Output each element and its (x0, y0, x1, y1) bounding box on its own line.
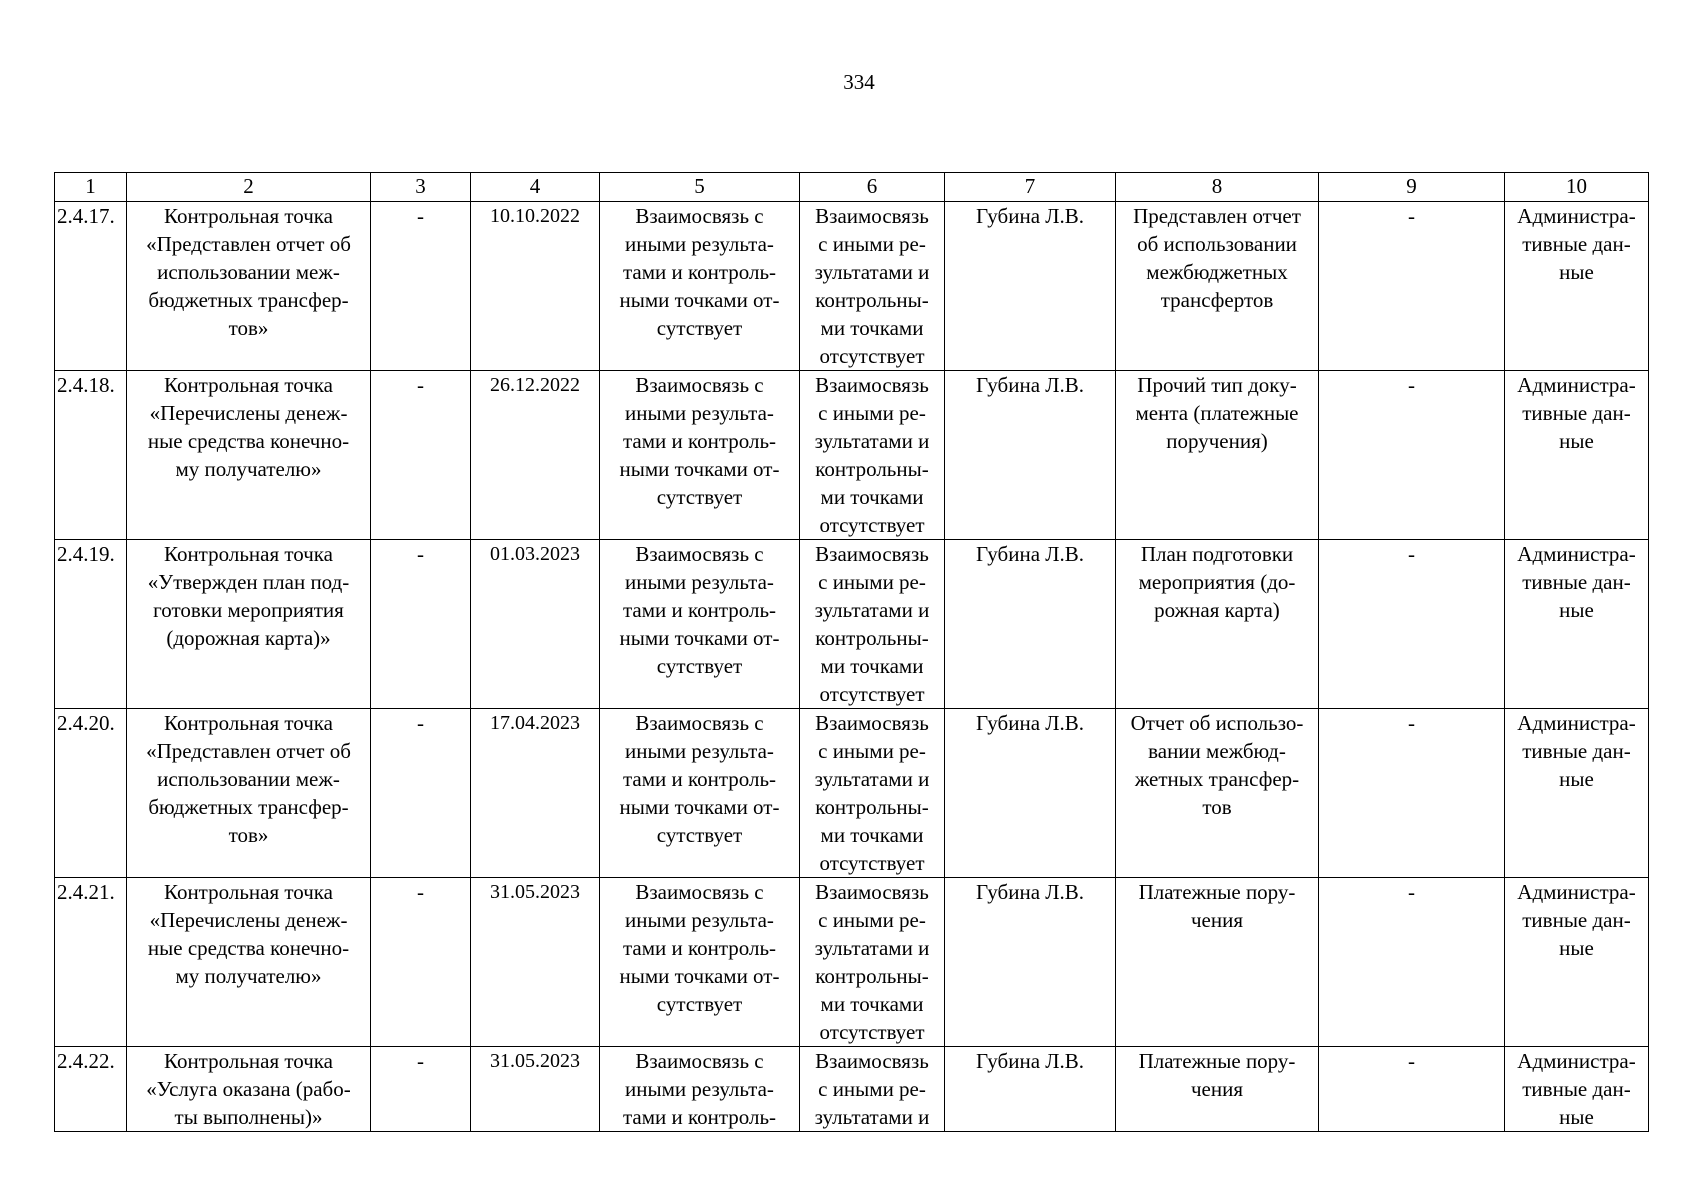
relation-to-control-points-cell (800, 1047, 945, 1132)
column-9-value: - (1408, 711, 1415, 735)
relation-to-results: Взаимосвязь с иными результа- тами и контроль- ными точками от- сутствует (619, 542, 780, 678)
relation-to-control-points: Взаимосвязь с иными ре- зультатами и (814, 1049, 930, 1129)
row-number-cell (55, 371, 127, 540)
column-9-value-cell (1319, 540, 1505, 709)
control-point-name: Контрольная точка «Утвержден план под- готовки мероприятия (дорожная карта)» (147, 542, 350, 650)
data-source: Администра- тивные дан- ные (1517, 204, 1636, 284)
relation-to-control-points: Взаимосвязь с иными ре- зультатами и контрольны- ми точками отсутствует (814, 373, 930, 537)
data-source: Администра- тивные дан- ные (1517, 542, 1636, 622)
relation-to-results-cell (600, 371, 800, 540)
confirming-document: Платежные пору- чения (1138, 880, 1296, 932)
column-9-value: - (1408, 1049, 1415, 1073)
data-source: Администра- тивные дан- ные (1517, 880, 1636, 960)
column-9-value-cell (1319, 709, 1505, 878)
column-number: 6 (800, 173, 945, 202)
column-3-value: - (417, 373, 424, 397)
completion-date-cell (471, 1047, 600, 1132)
relation-to-control-points-cell (800, 709, 945, 878)
control-point-name-cell (127, 709, 371, 878)
control-point-name: Контрольная точка «Представлен отчет об использовании меж- бюджетных трансфер- тов» (146, 711, 351, 847)
column-3-value: - (417, 711, 424, 735)
column-3-value-cell (371, 1047, 471, 1132)
completion-date-cell (471, 371, 600, 540)
responsible-person: Губина Л.В. (975, 204, 1085, 228)
confirming-document: Прочий тип доку- мента (платежные поручения) (1135, 373, 1299, 453)
responsible-person-cell (945, 709, 1116, 878)
confirming-document: Представлен отчет об использовании межбюджетных трансфертов (1133, 204, 1301, 312)
table-body (55, 173, 1649, 1132)
relation-to-results: Взаимосвязь с иными результа- тами и контроль- ными точками от- сутствует (619, 880, 780, 1016)
column-9-value-cell (1319, 371, 1505, 540)
row-number-cell (55, 540, 127, 709)
relation-to-results-cell (600, 202, 800, 371)
relation-to-control-points: Взаимосвязь с иными ре- зультатами и контрольны- ми точками отсутствует (814, 711, 930, 875)
column-number: 7 (945, 173, 1116, 202)
relation-to-control-points: Взаимосвязь с иными ре- зультатами и контрольны- ми точками отсутствует (814, 542, 930, 706)
column-number: 3 (371, 173, 471, 202)
column-3-value-cell (371, 709, 471, 878)
relation-to-results: Взаимосвязь с иными результа- тами и контроль- (622, 1049, 777, 1129)
completion-date-cell (471, 878, 600, 1047)
data-source-cell (1505, 878, 1649, 1047)
responsible-person-cell (945, 540, 1116, 709)
table-row (55, 1047, 1649, 1132)
column-9-value-cell (1319, 878, 1505, 1047)
row-number: 2.4.19. (57, 542, 115, 566)
confirming-document-cell (1116, 878, 1319, 1047)
relation-to-results-cell (600, 540, 800, 709)
control-point-name: Контрольная точка «Услуга оказана (рабо- ты выполнены)» (146, 1049, 351, 1129)
column-number: 2 (127, 173, 371, 202)
relation-to-results: Взаимосвязь с иными результа- тами и контроль- ными точками от- сутствует (619, 711, 780, 847)
data-source-cell (1505, 371, 1649, 540)
column-9-value: - (1408, 204, 1415, 228)
relation-to-control-points-cell (800, 371, 945, 540)
control-point-name: Контрольная точка «Перечислены денеж- ные средства конечно- му получателю» (147, 880, 350, 988)
data-source-cell (1505, 202, 1649, 371)
confirming-document-cell (1116, 202, 1319, 371)
relation-to-results-cell (600, 1047, 800, 1132)
column-9-value: - (1408, 373, 1415, 397)
row-number: 2.4.18. (57, 373, 115, 397)
data-source-cell (1505, 1047, 1649, 1132)
column-number: 10 (1505, 173, 1649, 202)
responsible-person-cell (945, 202, 1116, 371)
data-source-cell (1505, 709, 1649, 878)
completion-date-cell (471, 709, 600, 878)
column-9-value: - (1408, 880, 1415, 904)
responsible-person: Губина Л.В. (975, 880, 1085, 904)
row-number-cell (55, 1047, 127, 1132)
responsible-person-cell (945, 878, 1116, 1047)
responsible-person: Губина Л.В. (975, 542, 1085, 566)
completion-date-cell (471, 202, 600, 371)
column-number: 1 (55, 173, 127, 202)
column-3-value: - (417, 204, 424, 228)
relation-to-control-points-cell (800, 202, 945, 371)
table-row (55, 371, 1649, 540)
completion-date: 31.05.2023 (490, 881, 580, 903)
control-point-name-cell (127, 540, 371, 709)
relation-to-results-cell (600, 878, 800, 1047)
responsible-person: Губина Л.В. (975, 1049, 1085, 1073)
column-9-value: - (1408, 542, 1415, 566)
control-point-name: Контрольная точка «Представлен отчет об использовании меж- бюджетных трансфер- тов» (146, 204, 351, 340)
table-row (55, 202, 1649, 371)
column-9-value-cell (1319, 1047, 1505, 1132)
control-point-name: Контрольная точка «Перечислены денеж- ные средства конечно- му получателю» (147, 373, 350, 481)
row-number: 2.4.22. (57, 1049, 115, 1073)
control-point-name-cell (127, 371, 371, 540)
row-number: 2.4.21. (57, 880, 115, 904)
row-number: 2.4.17. (57, 204, 115, 228)
confirming-document-cell (1116, 1047, 1319, 1132)
relation-to-control-points-cell (800, 878, 945, 1047)
column-3-value: - (417, 542, 424, 566)
confirming-document: План подготовки мероприятия (до- рожная карта) (1138, 542, 1296, 622)
control-point-name-cell (127, 202, 371, 371)
row-number-cell (55, 202, 127, 371)
relation-to-control-points: Взаимосвязь с иными ре- зультатами и контрольны- ми точками отсутствует (814, 204, 930, 368)
column-number: 4 (471, 173, 600, 202)
data-source-cell (1505, 540, 1649, 709)
relation-to-results-cell (600, 709, 800, 878)
row-number: 2.4.20. (57, 711, 115, 735)
column-3-value-cell (371, 540, 471, 709)
column-number-row (55, 173, 1649, 202)
completion-date: 17.04.2023 (490, 712, 580, 734)
column-3-value: - (417, 1049, 424, 1073)
column-3-value-cell (371, 878, 471, 1047)
data-source: Администра- тивные дан- ные (1517, 711, 1636, 791)
relation-to-results: Взаимосвязь с иными результа- тами и контроль- ными точками от- сутствует (619, 204, 780, 340)
confirming-document: Платежные пору- чения (1138, 1049, 1296, 1101)
column-number: 9 (1319, 173, 1505, 202)
table-row (55, 709, 1649, 878)
confirming-document-cell (1116, 371, 1319, 540)
relation-to-results: Взаимосвязь с иными результа- тами и контроль- ными точками от- сутствует (619, 373, 780, 509)
data-source: Администра- тивные дан- ные (1517, 373, 1636, 453)
column-3-value-cell (371, 371, 471, 540)
table-row (55, 878, 1649, 1047)
row-number-cell (55, 878, 127, 1047)
responsible-person-cell (945, 1047, 1116, 1132)
column-number: 5 (600, 173, 800, 202)
confirming-document: Отчет об использо- вании межбюд- жетных трансфер- тов (1130, 711, 1304, 819)
confirming-document-cell (1116, 540, 1319, 709)
responsible-person: Губина Л.В. (975, 711, 1085, 735)
control-point-name-cell (127, 878, 371, 1047)
data-source: Администра- тивные дан- ные (1517, 1049, 1636, 1129)
row-number-cell (55, 709, 127, 878)
responsible-person-cell (945, 371, 1116, 540)
relation-to-control-points: Взаимосвязь с иными ре- зультатами и контрольны- ми точками отсутствует (814, 880, 930, 1044)
responsible-person: Губина Л.В. (975, 373, 1085, 397)
page-number: 334 (843, 70, 875, 94)
column-3-value-cell (371, 202, 471, 371)
column-3-value: - (417, 880, 424, 904)
completion-date: 01.03.2023 (490, 543, 580, 565)
completion-date-cell (471, 540, 600, 709)
column-number: 8 (1116, 173, 1319, 202)
confirming-document-cell (1116, 709, 1319, 878)
relation-to-control-points-cell (800, 540, 945, 709)
completion-date: 26.12.2022 (490, 374, 580, 396)
control-point-name-cell (127, 1047, 371, 1132)
completion-date: 10.10.2022 (490, 205, 580, 227)
table-row (55, 540, 1649, 709)
control-points-table (54, 172, 1649, 1132)
column-9-value-cell (1319, 202, 1505, 371)
completion-date: 31.05.2023 (490, 1050, 580, 1072)
